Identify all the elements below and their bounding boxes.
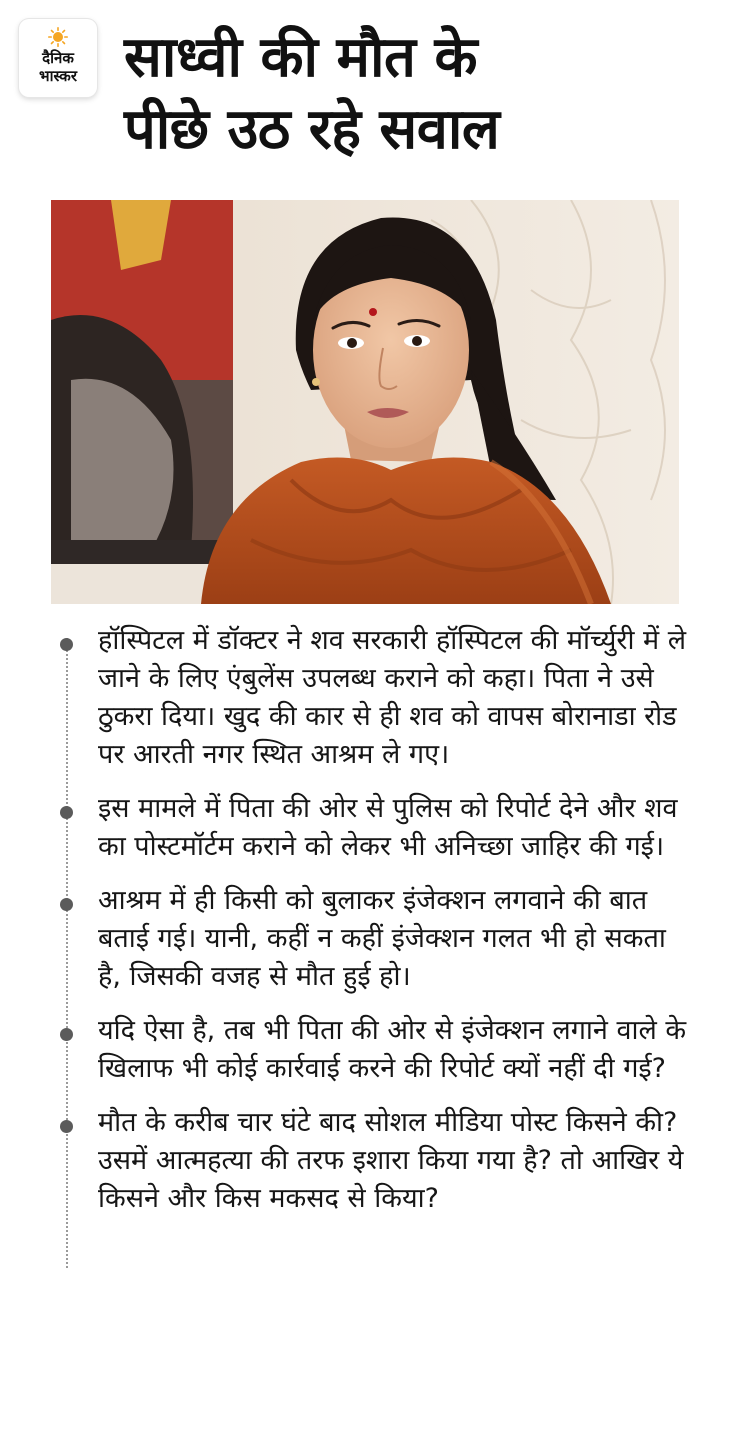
portrait-photo bbox=[51, 200, 679, 604]
list-item bbox=[58, 790, 688, 866]
bullet-dot-icon bbox=[60, 1028, 73, 1041]
list-item-text: आश्रम में ही किसी को बुलाकर इंजेक्शन लगवाने की बात बताई गई। यानी, कहीं न कहीं इंजेक्शन गलत भी हो सकता है, जिसकी वजह से मौत हुई हो। bbox=[98, 885, 666, 992]
list-item-text: इस मामले में पिता की ओर से पुलिस को रिपोर्ट देने और शव का पोस्टमॉर्टम कराने को लेकर भी अनिच्छा जाहिर की गई। bbox=[98, 793, 678, 862]
bullet-dot-icon bbox=[60, 1120, 73, 1133]
list-item bbox=[58, 622, 688, 774]
dainik-bhaskar-logo bbox=[19, 19, 97, 97]
list-item bbox=[58, 1104, 688, 1218]
bullet-list bbox=[58, 622, 688, 1234]
list-item-text: यदि ऐसा है, तब भी पिता की ओर से इंजेक्शन लगाने वाले के खिलाफ भी कोई कार्रवाई करने की रिपोर्ट क्यों नहीं दी गई? bbox=[98, 1015, 687, 1084]
list-item bbox=[58, 1012, 688, 1088]
sun-icon bbox=[48, 27, 68, 47]
list-item bbox=[58, 882, 688, 996]
logo-text-line1: दैनिक bbox=[42, 49, 74, 67]
bullet-dot-icon bbox=[60, 806, 73, 819]
list-item-text: हॉस्पिटल में डॉक्टर ने शव सरकारी हॉस्पिटल की मॉर्च्युरी में ले जाने के लिए एंबुलेंस उपलब्ध कराने को कहा। पिता ने उसे ठुकरा दिया। खुद की कार से ही शव को वापस बोरानाडा रोड पर आरती नगर स्थित आश्रम ले गए। bbox=[98, 625, 687, 770]
list-item-text: मौत के करीब चार घंटे बाद सोशल मीडिया पोस्ट किसने की? उसमें आत्महत्या की तरफ इशारा किया गया है? तो आखिर ये किसने और किस मकसद से किया? bbox=[98, 1107, 684, 1214]
logo-text-line2: भास्कर bbox=[39, 67, 77, 85]
portrait-illustration bbox=[51, 200, 679, 604]
headline-line1: साध्वी की मौत के bbox=[124, 25, 477, 90]
headline-line2: पीछे उठ रहे सवाल bbox=[124, 97, 500, 162]
bullet-dot-icon bbox=[60, 638, 73, 651]
headline bbox=[124, 22, 704, 166]
bullet-dot-icon bbox=[60, 898, 73, 911]
